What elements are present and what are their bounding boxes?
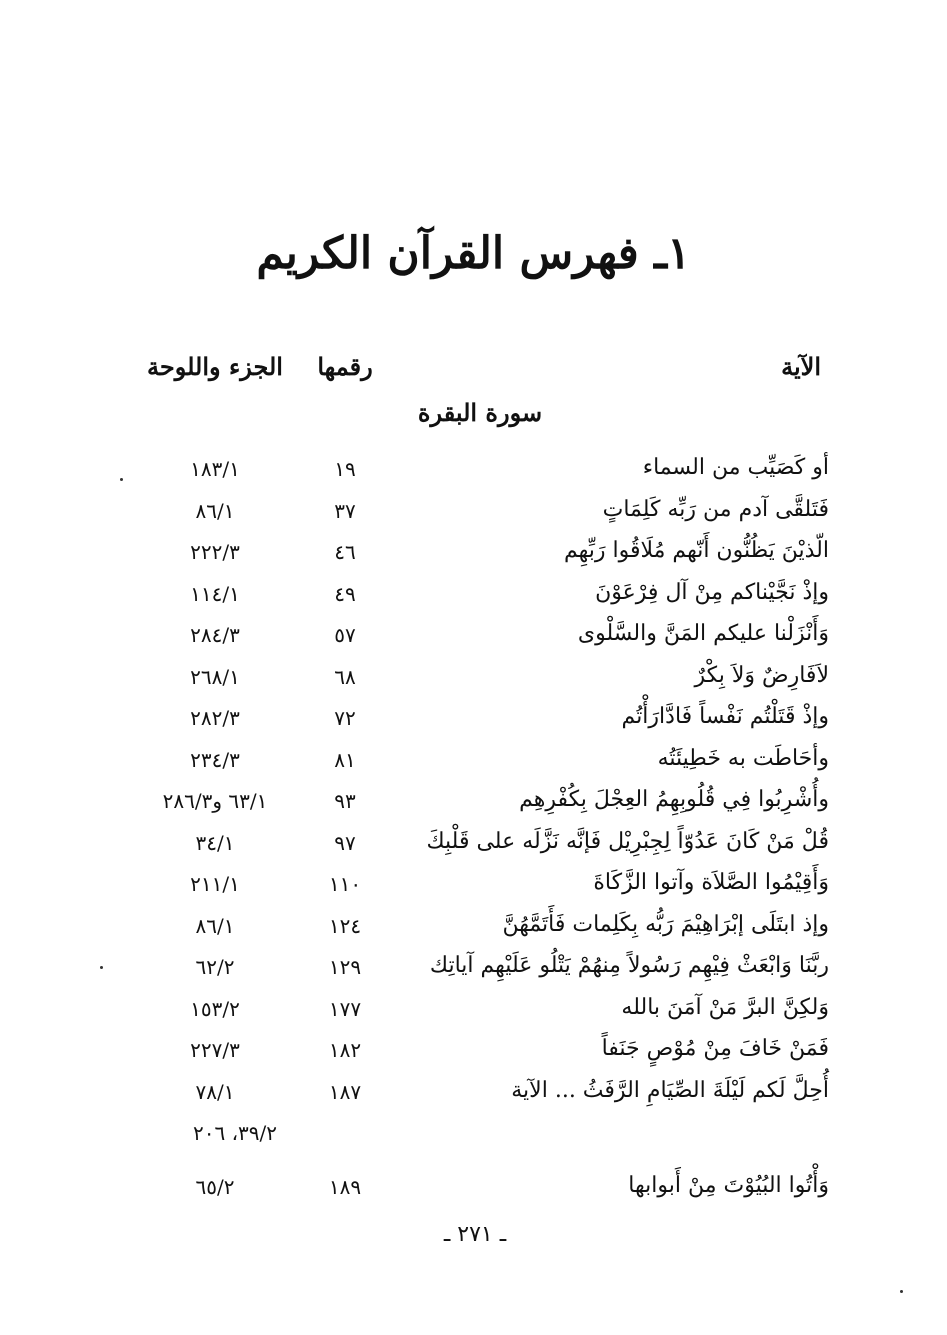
part-reference: ٣٤/١	[195, 830, 235, 855]
table-row	[0, 663, 947, 705]
ayah-text: وَأَنْزَلْنا عليكم المَنَّ والسَّلْوى	[577, 621, 829, 646]
ayah-number: ٤٩	[334, 581, 356, 606]
table-row	[0, 746, 947, 788]
table-row	[0, 787, 947, 829]
ayah-text: أو كَصَيِّب من السماء	[642, 455, 829, 480]
scan-speck	[120, 478, 123, 481]
table-row	[0, 1078, 947, 1120]
table-row	[0, 1036, 947, 1078]
ayah-text: قُلْ مَنْ كَانَ عَدُوّاً لِجِبْرِيْل فَإنَّه نَزَّلَه على قَلْبِكَ	[426, 828, 829, 854]
page-title-text: ١ـ فهرس القرآن الكريم	[256, 228, 691, 279]
column-header-number: رقمها	[317, 352, 373, 381]
part-reference: ٢٢٧/٣	[190, 1038, 240, 1062]
table-row	[0, 497, 947, 539]
column-header-part: الجزء واللوحة	[147, 352, 283, 381]
ayah-text: الّذيْنَ يَظُنُّون أَنّهم مُلَاقُوا رَبِّهِم	[564, 538, 829, 563]
ayah-text: وَأَقِيْمُوا الصَّلاَة وآتوا الزَّكَاةَ	[593, 870, 829, 895]
ayah-text: لاَفَارِضٌ وَلاَ بِكْرٌ	[694, 662, 829, 688]
ayah-text: وإذْ قَتَلْتُم نَفْساً فَادَّارَأْتُم	[621, 704, 829, 729]
ayah-text: فَتَلقَّى آدم من رَبِّه كَلِمَاتٍ	[602, 496, 829, 522]
table-row	[0, 538, 947, 580]
table-row	[0, 912, 947, 954]
part-reference: ١٨٣/١	[190, 457, 240, 481]
part-reference: ٦٢/٢	[195, 955, 235, 979]
ayah-text: وإذ ابتَلَى إبْرَاهِيْمَ رَبُّه بِكَلِمات فَأَتَمَّهُنَّ	[502, 911, 829, 937]
scan-speck	[100, 966, 103, 969]
part-reference: ٦٥/٢	[195, 1175, 235, 1199]
part-reference: ٢٣٤/٣	[190, 747, 240, 772]
ayah-number: ١٧٧	[328, 996, 362, 1021]
page-number: ـ ٢٧١ ـ	[443, 1222, 507, 1247]
part-reference: ٢٨٢/٣	[190, 706, 240, 730]
ayah-number: ١٨٧	[328, 1079, 362, 1104]
ayah-number: ٨١	[334, 747, 356, 772]
part-reference: ٨٦/١	[195, 498, 235, 523]
ayah-number: ١١٠	[328, 872, 362, 896]
part-reference: ٣٩/٢، ٢٠٦	[192, 1121, 277, 1145]
part-reference: ٧٨/١	[195, 1079, 235, 1104]
ayah-number: ١٨٢	[328, 1038, 362, 1062]
ayah-number: ٥٧	[334, 623, 356, 647]
part-reference: ٢٨٤/٣	[190, 623, 240, 647]
part-reference: ٨٦/١	[195, 913, 235, 938]
ayah-text: أُحِلَّ لَكم لَيْلَةَ الصِّيَامِ الرَّفَثُ ... الآية	[511, 1077, 829, 1103]
ayah-number: ١٩	[334, 457, 356, 481]
page-title	[0, 228, 947, 279]
ayah-number: ٩٣	[334, 789, 356, 813]
part-reference: ٢٢٢/٣	[190, 540, 240, 564]
scan-speck	[900, 1290, 903, 1293]
table-row	[0, 995, 947, 1037]
part-reference: ١١٤/١	[190, 581, 240, 606]
table-row-continuation	[0, 1119, 947, 1173]
ayah-text: ربَّنَا وَابْعَثْ فِيْهِم رَسُولاً مِنهُمْ يَتْلُو عَلَيْهِم آياتِك	[429, 953, 829, 978]
ayah-number: ٤٦	[334, 540, 356, 564]
ayah-text: وَأْتُوا البُيُوْتَ مِنْ أَبوابها	[628, 1173, 829, 1198]
part-reference: ٢١١/١	[190, 872, 240, 896]
table-row	[0, 621, 947, 663]
part-reference: ١٥٣/٢	[190, 996, 240, 1021]
index-table	[0, 455, 947, 1215]
part-reference: ٢٦٨/١	[190, 664, 240, 689]
surah-heading: سورة البقرة	[417, 398, 543, 427]
part-reference: ٦٣/١ و٢٨٦/٣	[162, 789, 268, 813]
ayah-text: وإذْ نَجَّيْناكم مِنْ آل فِرْعَوْنَ	[595, 579, 829, 605]
ayah-number: ٧٢	[334, 706, 356, 730]
ayah-text: فَمَنْ خَافَ مِنْ مُوْصٍ جَنَفاً	[601, 1036, 829, 1061]
table-row	[0, 455, 947, 497]
table-row	[0, 580, 947, 622]
ayah-number: ٣٧	[334, 498, 356, 523]
table-row	[0, 953, 947, 995]
ayah-number: ١٢٩	[328, 955, 362, 979]
ayah-number: ٩٧	[334, 830, 356, 855]
column-header-ayah: الآية	[781, 352, 821, 381]
ayah-number: ١٨٩	[328, 1175, 362, 1199]
table-row	[0, 1173, 947, 1215]
table-row	[0, 829, 947, 871]
table-row	[0, 870, 947, 912]
table-row	[0, 704, 947, 746]
ayah-text: وأحَاطَت به خَطِيئَتُه	[657, 745, 829, 771]
ayah-text: وأُشْرِبُوا فِي قُلُوبِهِمُ العِجْلَ بِكُفْرِهِم	[519, 787, 829, 812]
ayah-text: وَلكِنَّ البرَّ مَنْ آمَنَ بالله	[621, 994, 829, 1020]
ayah-number: ١٢٤	[328, 913, 362, 938]
ayah-number: ٦٨	[334, 664, 356, 689]
